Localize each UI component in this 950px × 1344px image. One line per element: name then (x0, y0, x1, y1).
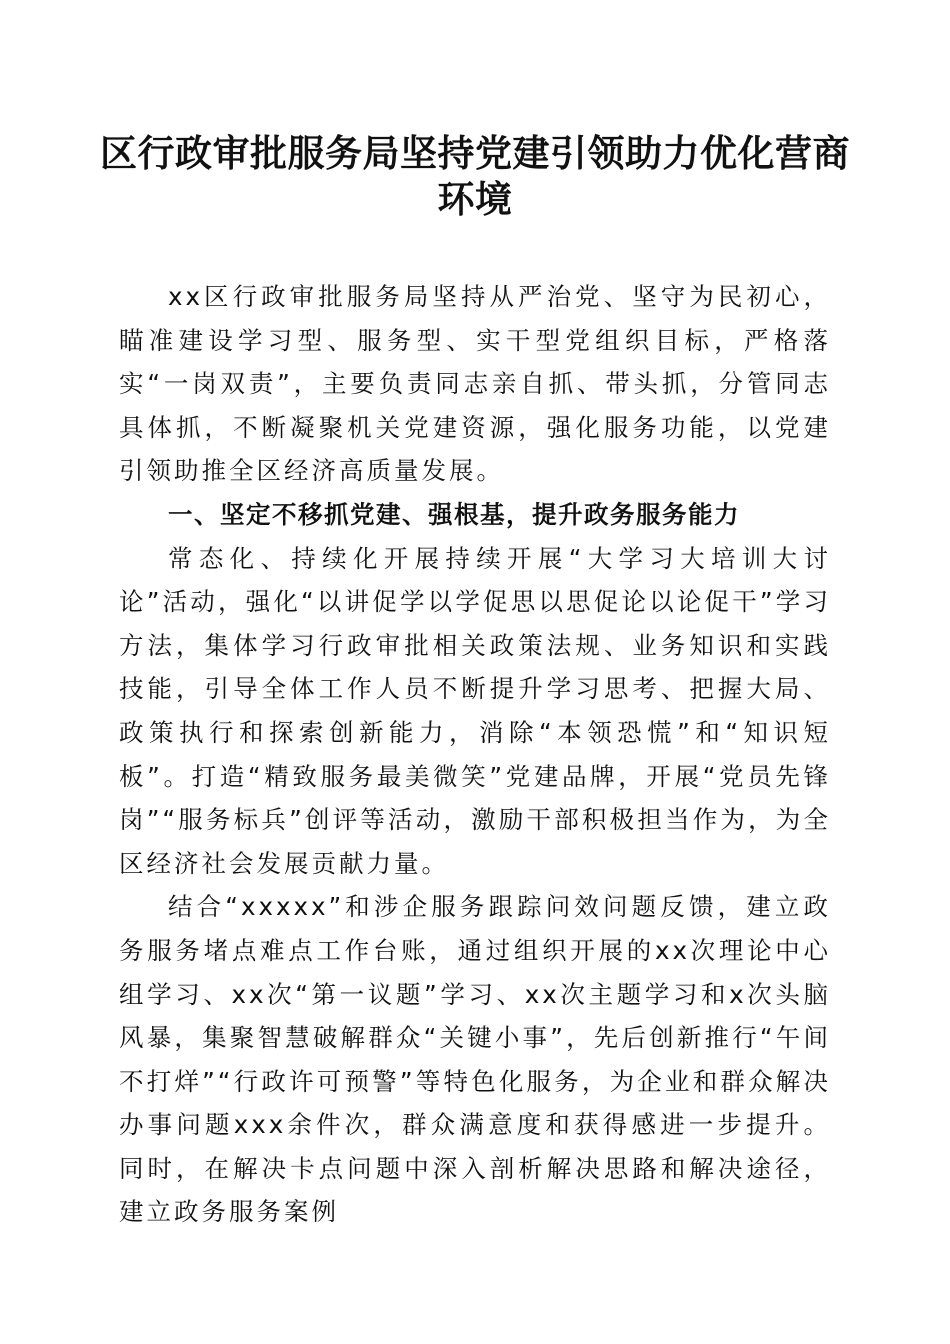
document-title: 区行政审批服务局坚持党建引领助力优化营商环境 (100, 131, 850, 221)
intro-paragraph: xx区行政审批服务局坚持从严治党、坚守为民初心，瞄准建设学习型、服务型、实干型党组织目标，严格落实“一岗双责”，主要负责同志亲自抓、带头抓，分管同志具体抓，不断凝聚机关党建资源，强化服务功能，以党建引领助推全区经济高质量发展。 (119, 282, 831, 486)
document-body (119, 275, 831, 1234)
section-heading: 一、坚定不移抓党建、强根基，提升政务服务能力 (168, 499, 740, 529)
section-paragraph: 常态化、持续化开展持续开展“大学习大培训大讨论”活动，强化“以讲促学以学促思以思促论以论促干”学习方法，集体学习行政审批相关政策法规、业务知识和实践技能，引导全体工作人员不断提升学习思考、把握大局、政策执行和探索创新能力，消除“本领恐慌”和“知识短板”。打造“精致服务最美微笑”党建品牌，开展“党员先锋岗”“服务标兵”创评等活动，激励干部积极担当作为，为全区经济社会发展贡献力量。 (119, 543, 831, 878)
section-paragraph: 结合“xxxxx”和涉企服务跟踪问效问题反馈，建立政务服务堵点难点工作台账，通过组织开展的xx次理论中心组学习、xx次“第一议题”学习、xx次主题学习和x次头脑风暴，集聚智慧破解群众“关键小事”，先后创新推行“午间不打烊”“行政许可预警”等特色化服务，为企业和群众解决办事问题xxx余件次，群众满意度和获得感进一步提升。同时，在解决卡点问题中深入剖析解决思路和解决途径，建立政务服务案例 (119, 892, 831, 1227)
